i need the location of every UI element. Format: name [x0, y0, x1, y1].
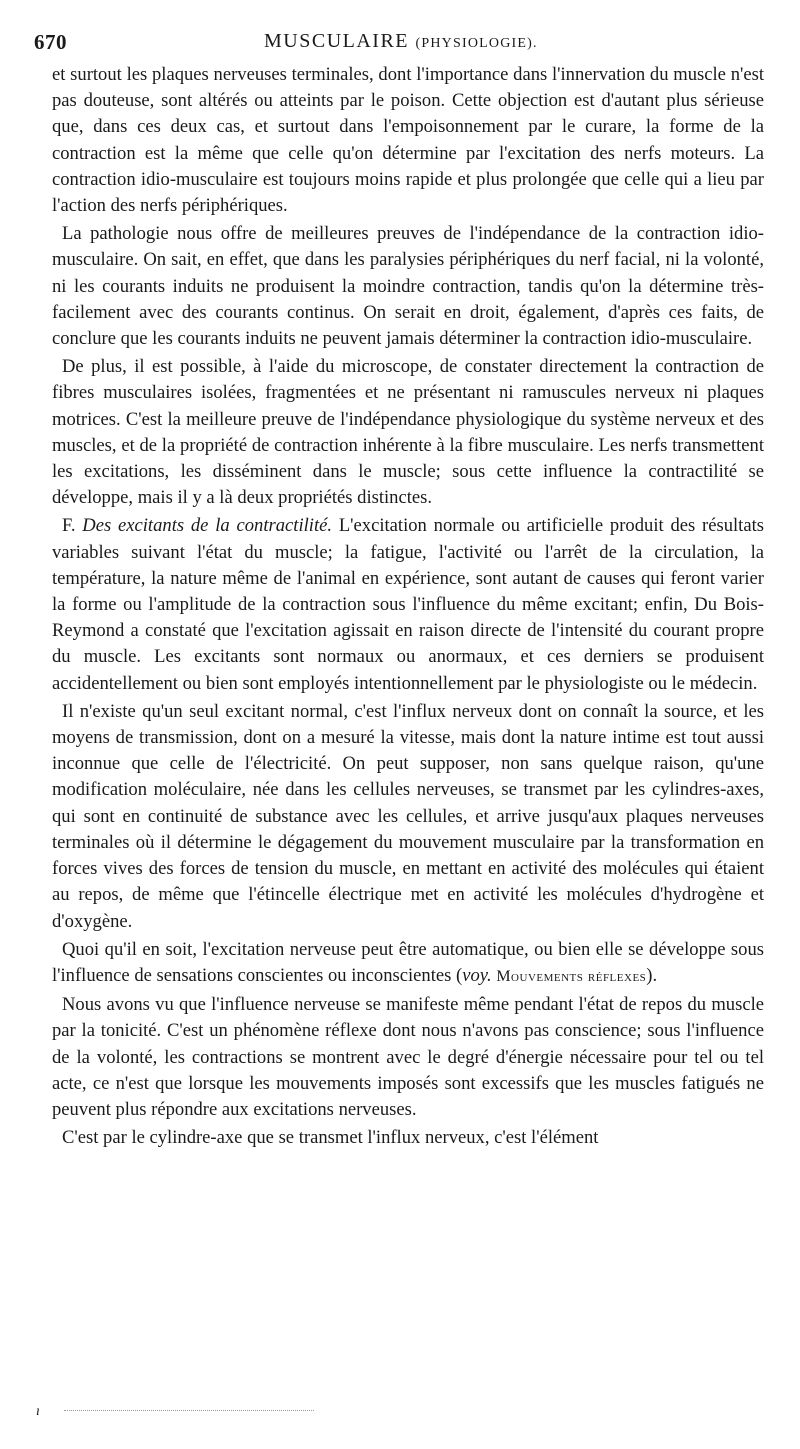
paragraph-1: et surtout les plaques nerveuses terminales, dont l'importance dans l'innervation du muscle n'est pas douteuse, sont altérés ou atteints par le poison. Cette objection est d'autant plus sérieuse que, dans ces deux cas, et surtout dans l'empoisonnement par le curare, la forme de la contraction est la même que celle qu'on détermine par l'excitation des nerfs moteurs. La contraction idio-musculaire est toujours moins rapide et plus prolongée que celle qui a lieu par l'action des nerfs périphériques.: [52, 64, 764, 217]
running-title-sub: (PHYSIOLOGIE).: [415, 36, 538, 51]
page-footer: [36, 1404, 736, 1419]
paragraph-6: [52, 937, 764, 990]
cross-ref-voy: voy.: [462, 964, 492, 986]
body-text: [52, 62, 764, 1151]
paragraph-8: C'est par le cylindre-axe que se transmet l'influx nerveux, c'est l'élément: [62, 1127, 599, 1149]
running-title-main: MUSCULAIRE: [264, 30, 410, 52]
paragraph-4-text: L'excitation normale ou artificielle produit des résultats variables suivant l'état du muscle; la fatigue, l'activité ou l'arrêt de la circulation, la température, la nature même de l'animal en expérience, sont autant de causes qui feront varier la forme ou l'amplitude de la contraction sous l'influence du même excitant; enfin, Du Bois-Reymond a constaté que l'excitation agissait en raison directe de l'intensité du courant propre du muscle. Les excitants sont normaux ou anormaux, et ces derniers se produisent accidentellement ou bien sont employés intentionnellement par le physiologiste ou le médecin.: [52, 515, 764, 694]
paragraph-6-text: Quoi qu'il en soit, l'excitation nerveuse peut être automatique, ou bien elle se développe sous l'influence de sensations conscientes ou inconscientes (: [52, 938, 764, 986]
paragraph-7: Nous avons vu que l'influence nerveuse se manifeste même pendant l'état de repos du muscle par la tonicité. C'est un phénomène réflexe dont nous n'avons pas conscience; sous l'influence de la volonté, les contractions se montrent avec le degré d'énergie nécessaire pour tel ou tel acte, ce n'est que lorsque les mouvements imposés sont excessifs que les muscles fatigués ne peuvent plus répondre aux excitations nerveuses.: [52, 994, 764, 1120]
running-title: [264, 30, 538, 53]
section-label: F.: [62, 515, 76, 537]
cross-ref-title: Mouvements réflexes: [496, 967, 647, 985]
paragraph-3: De plus, il est possible, à l'aide du microscope, de constater directement la contraction de fibres musculaires isolées, fragmentées et ne présentant ni ramuscules nerveux ni plaques motrices. C'est la meilleure preuve de l'indépendance physiologique du système nerveux et des muscles, et de la propriété de contraction inhérente à la fibre musculaire. Les nerfs transmettent les excitations, les disséminent dans le muscle; sous cette influence la contractilité se développe, mais il y a là deux propriétés distinctes.: [52, 356, 764, 509]
paragraph-4: [52, 513, 764, 696]
footer-rule: [64, 1410, 314, 1411]
paragraph-6-end: ).: [646, 964, 658, 986]
paragraph-5: Il n'existe qu'un seul excitant normal, c'est l'influx nerveux dont on connaît la source, et les moyens de transmission, dont on a mesuré la vitesse, mais dont la nature intime est tout aussi inconnue que celle de l'électricité. On peut supposer, non sans quelque raison, qu'une modification moléculaire, née dans les cellules nerveuses, se transmet par les cylindres-axes, qui sont en continuité de substance avec les cellules, et arrive jusqu'aux plaques nerveuses terminales où il détermine le dégagement du mouvement musculaire par la transformation en forces vives des forces de tension du muscle, en mettant en activité des molécules qui étaient au repos, de même que l'étincelle électrique met en activité les molécules d'hydrogène et d'oxygène.: [52, 700, 764, 932]
page-header: [34, 30, 754, 58]
page-number: 670: [34, 30, 67, 54]
section-heading: Des excitants de la contractilité.: [82, 515, 333, 537]
paragraph-2: La pathologie nous offre de meilleures preuves de l'indépendance de la contraction idio-musculaire. On sait, en effet, que dans les paralysies périphériques du nerf facial, ni la volonté, ni les courants induits ne produisent la moindre contraction, tandis qu'on la détermine très-facilement avec des courants continus. On serait en droit, également, d'après ces faits, de conclure que les courants induits ne peuvent jamais déterminer la contraction idio-musculaire.: [52, 223, 764, 350]
footer-mark: ı: [36, 1404, 40, 1419]
